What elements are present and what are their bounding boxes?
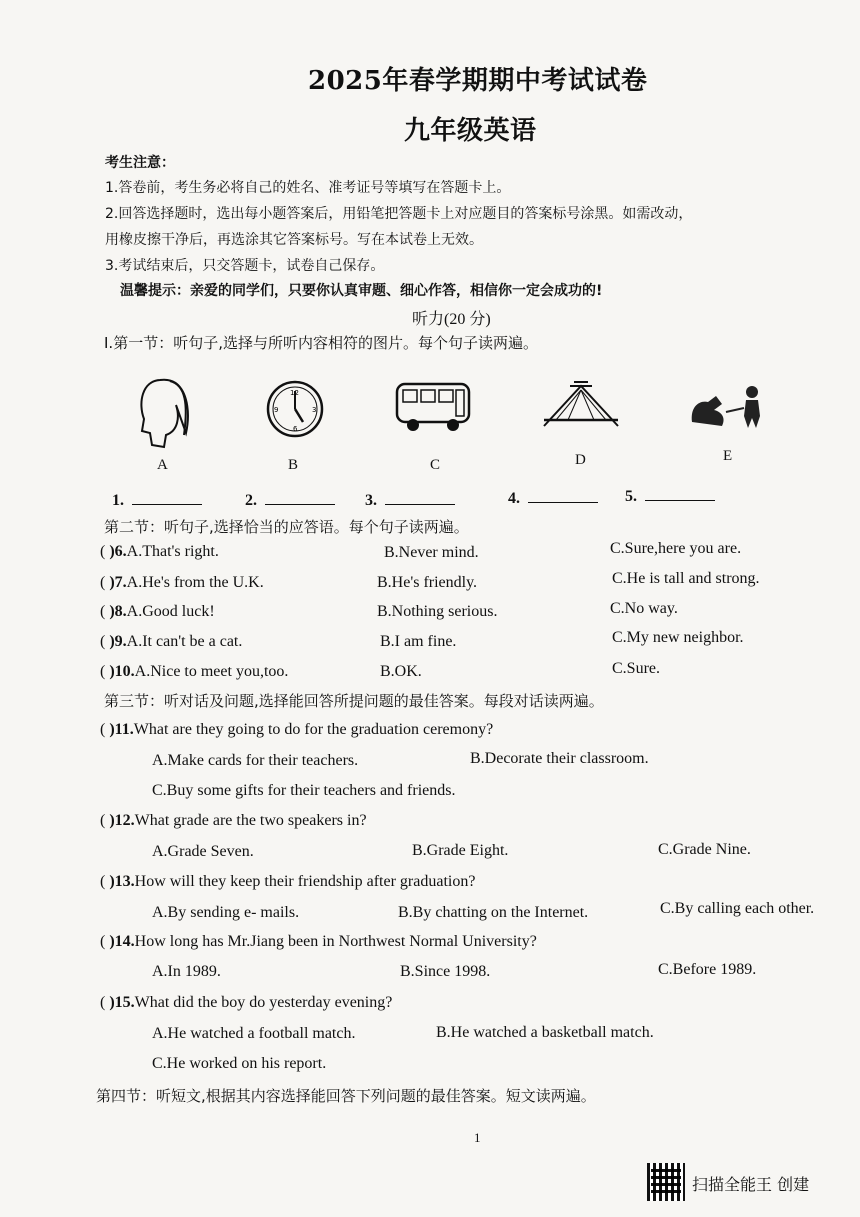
section1-title: I.第一节：听句子,选择与所听内容相符的图片。每个句子读两遍。 <box>104 334 538 352</box>
notice-heading: 考生注意： <box>105 155 175 171</box>
picture-label: A <box>157 457 168 473</box>
option-a[interactable]: A.By sending e- mails. <box>152 904 300 921</box>
picture-label: C <box>430 457 441 473</box>
notice-item: 3.考试结束后，只交答题卡，试卷自己保存。 <box>105 258 385 274</box>
option-a[interactable]: A.That's right. <box>126 543 219 560</box>
option-a[interactable]: A.Nice to meet you,too. <box>134 663 289 680</box>
question-text: How will they keep their friendship after graduation? <box>134 873 476 890</box>
option-b[interactable]: B.Never mind. <box>384 544 479 561</box>
question-item: ( )6.A.That's right. <box>100 543 219 560</box>
svg-text:9: 9 <box>274 406 279 414</box>
option-b[interactable]: B.OK. <box>380 663 422 680</box>
question-number: )14. <box>109 933 135 950</box>
exam-title: 2025年春学期期中考试试卷 <box>308 66 648 96</box>
qr-code-icon <box>647 1163 685 1201</box>
option-c[interactable]: C.Grade Nine. <box>658 841 751 858</box>
option-b[interactable]: B.He's friendly. <box>377 574 478 591</box>
option-a[interactable]: A.Good luck! <box>126 603 215 620</box>
question-number: )11. <box>109 721 134 738</box>
section2-title: 第二节：听句子,选择恰当的应答语。每个句子读两遍。 <box>104 518 469 536</box>
question-item: ( )14.How long has Mr.Jiang been in Northwest Normal University? <box>100 933 537 950</box>
girl-ponytail-icon <box>130 375 190 455</box>
question-number: )8. <box>109 603 127 620</box>
people-icon <box>686 382 772 430</box>
option-a[interactable]: A.Make cards for their teachers. <box>152 752 359 769</box>
question-number: )6. <box>109 543 127 560</box>
option-c[interactable]: C.Sure. <box>612 660 660 677</box>
picture-label: E <box>723 448 733 464</box>
section4-title: 第四节：听短文,根据其内容选择能回答下列问题的最佳答案。短文读两遍。 <box>96 1087 596 1105</box>
listening-heading: 听力(20 分) <box>412 311 491 328</box>
svg-text:6: 6 <box>293 425 298 433</box>
answer-blank[interactable]: 3. <box>365 490 455 510</box>
svg-text:3: 3 <box>312 406 317 414</box>
option-c[interactable]: C.He is tall and strong. <box>612 570 760 587</box>
option-c[interactable]: C.Before 1989. <box>658 961 757 978</box>
question-item: ( )10.A.Nice to meet you,too. <box>100 663 289 680</box>
option-c[interactable]: C.He worked on his report. <box>152 1055 327 1072</box>
option-c[interactable]: C.By calling each other. <box>660 900 815 917</box>
page-number: 1 <box>474 1130 481 1145</box>
notice-item: 1.答卷前，考生务必将自己的姓名、准考证号等填写在答题卡上。 <box>105 180 511 196</box>
question-text: What did the boy do yesterday evening? <box>134 994 393 1011</box>
notice-item: 2.回答选择题时，选出每小题答案后，用铅笔把答题卡上对应题目的答案标号涂黑。如需改动， <box>105 206 693 222</box>
question-item: ( )11.What are they going to do for the graduation ceremony? <box>100 721 494 738</box>
option-a[interactable]: A.In 1989. <box>152 963 221 980</box>
clock-icon <box>265 378 325 440</box>
option-b[interactable]: B.Nothing serious. <box>377 603 498 620</box>
exam-subtitle: 九年级英语 <box>404 116 537 146</box>
option-a[interactable]: A.He's from the U.K. <box>126 574 264 591</box>
option-b[interactable]: B.Decorate their classroom. <box>470 750 649 767</box>
question-item: ( )15.What did the boy do yesterday evening? <box>100 994 393 1011</box>
question-number: )12. <box>109 812 135 829</box>
question-number: )10. <box>109 663 135 680</box>
answer-blank[interactable]: 1. <box>112 490 202 510</box>
option-b[interactable]: B.Grade Eight. <box>412 842 509 859</box>
answer-blank[interactable]: 5. <box>625 486 715 506</box>
question-item: ( )8.A.Good luck! <box>100 603 215 620</box>
section3-title: 第三节：听对话及问题,选择能回答所提问题的最佳答案。每段对话读两遍。 <box>104 692 604 710</box>
question-number: )13. <box>109 873 135 890</box>
option-a[interactable]: A.It can't be a cat. <box>126 633 243 650</box>
bridge-icon <box>540 376 622 438</box>
option-c[interactable]: C.No way. <box>610 600 678 617</box>
question-text: How long has Mr.Jiang been in Northwest Normal University? <box>134 933 537 950</box>
scanner-watermark: 扫描全能王 创建 <box>692 1175 810 1194</box>
option-b[interactable]: B.Since 1998. <box>400 963 491 980</box>
notice-item: 用橡皮擦干净后，再选涂其它答案标号。写在本试卷上无效。 <box>105 232 483 248</box>
question-item: ( )13.How will they keep their friendship after graduation? <box>100 873 476 890</box>
tip-text: 温馨提示：亲爱的同学们，只要你认真审题、细心作答，相信你一定会成功的! <box>120 283 603 299</box>
question-item: ( )12.What grade are the two speakers in? <box>100 812 367 829</box>
svg-text:12: 12 <box>290 389 299 397</box>
answer-blank[interactable]: 2. <box>245 490 335 510</box>
picture-label: B <box>288 457 299 473</box>
option-b[interactable]: B.I am fine. <box>380 633 457 650</box>
question-number: )9. <box>109 633 127 650</box>
option-c[interactable]: C.My new neighbor. <box>612 629 744 646</box>
question-text: What grade are the two speakers in? <box>134 812 367 829</box>
option-b[interactable]: B.By chatting on the Internet. <box>398 904 589 921</box>
bus-icon <box>393 378 473 436</box>
answer-blank[interactable]: 4. <box>508 488 598 508</box>
option-a[interactable]: A.Grade Seven. <box>152 843 254 860</box>
option-c[interactable]: C.Buy some gifts for their teachers and friends. <box>152 782 456 799</box>
question-item: ( )9.A.It can't be a cat. <box>100 633 243 650</box>
question-number: )15. <box>109 994 135 1011</box>
option-a[interactable]: A.He watched a football match. <box>152 1025 356 1042</box>
question-item: ( )7.A.He's from the U.K. <box>100 574 264 591</box>
option-c[interactable]: C.Sure,here you are. <box>610 540 742 557</box>
question-text: What are they going to do for the graduation ceremony? <box>133 721 494 738</box>
question-number: )7. <box>109 574 127 591</box>
option-b[interactable]: B.He watched a basketball match. <box>436 1024 654 1041</box>
picture-label: D <box>575 452 586 468</box>
